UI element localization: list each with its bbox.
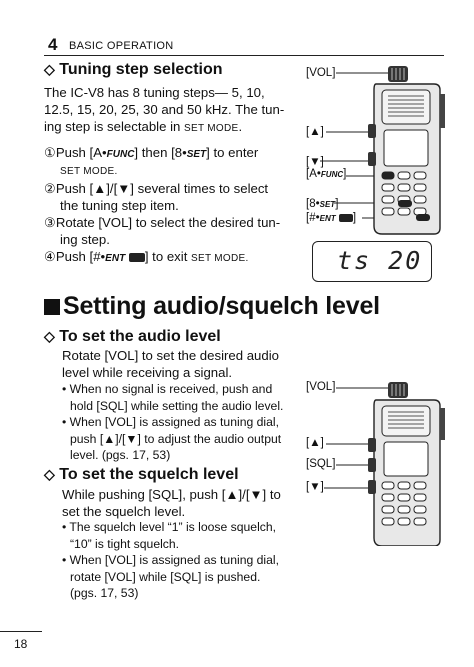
header-rule	[44, 55, 444, 56]
squelch-bullets	[62, 519, 294, 602]
squelch-heading: ◇ To set the squelch level	[44, 466, 239, 483]
key-lock-icon	[129, 253, 145, 262]
step-4: ④Push [#•ENT ] to exit SET MODE.	[44, 249, 249, 264]
tuning-intro: The IC-V8 has 8 tuning steps— 5, 10, 12.5, 15, 20, 25, 30 and 50 kHz. The tun- ing step is selectable in SET MODE.	[44, 85, 285, 134]
fig1-label-func: [A•FUNC]	[306, 168, 347, 180]
list-item: • The squelch level “1” is loose squelch, “10” is tight squelch.	[62, 520, 277, 551]
audio-bullets	[62, 381, 294, 464]
list-item: • When [VOL] is assigned as tuning dial, push [▲]/[▼] to adjust the audio output level. (pgs. 17, 53)	[62, 415, 282, 462]
fig1-label-ent: [#•ENT ]	[306, 212, 357, 224]
fig1-label-set: [8•SET]	[306, 198, 339, 210]
tuning-heading: ◇ Tuning step selection	[44, 61, 223, 78]
fig2-label-vol: [VOL]	[306, 381, 336, 393]
lcd-text: ts 20	[337, 246, 423, 275]
squelch-body: While pushing [SQL], push [▲]/[▼] to set the squelch level.	[62, 487, 281, 519]
list-item: • When no signal is received, push and hold [SQL] while setting the audio level.	[62, 382, 284, 413]
audio-heading: ◇ To set the audio level	[44, 328, 221, 345]
audio-body: Rotate [VOL] to set the desired audio level while receiving a signal.	[62, 348, 279, 380]
fig2-label-down: [▼]	[306, 481, 324, 493]
radio-illustration-1	[306, 60, 446, 235]
diamond-icon: ◇	[44, 328, 55, 344]
page-number: 18	[14, 637, 28, 651]
chapter-number: 4	[48, 35, 58, 54]
fig1-label-vol: [VOL]	[306, 67, 336, 79]
fig2-label-sql: [SQL]	[306, 458, 336, 470]
fig2-label-up: [▲]	[306, 437, 324, 449]
step-2: ②Push [▲]/[▼] several times to select	[44, 181, 269, 196]
diamond-icon: ◇	[44, 466, 55, 482]
fig1-label-up: [▲]	[306, 126, 324, 138]
tuning-steps: ①Push [A•FUNC] then [8•SET] to enter SET MODE. ②Push [▲]/[▼] several times to select the tuning step item. ③Rotate [VOL] to select the desired tun- ing step. ④Push [#•ENT ] to exit SET MODE.	[44, 144, 294, 267]
diamond-icon: ◇	[44, 61, 55, 77]
filled-square-icon	[44, 299, 60, 315]
list-item: • When [VOL] is assigned as tuning dial, rotate [VOL] while [SQL] is pushed. (pgs. 17, 53)	[62, 553, 279, 600]
step-1: ①Push [A•FUNC] then [8•SET] to enter	[44, 145, 259, 160]
section-title: Setting audio/squelch level	[44, 292, 380, 321]
step-3: ③Rotate [VOL] to select the desired tun-	[44, 215, 281, 230]
chapter-title: BASIC OPERATION	[69, 40, 174, 52]
footer-rule	[0, 631, 42, 632]
fig1-label-down: [▼]	[306, 156, 324, 168]
radio-illustration-2	[306, 368, 446, 546]
lcd-display	[312, 241, 432, 282]
